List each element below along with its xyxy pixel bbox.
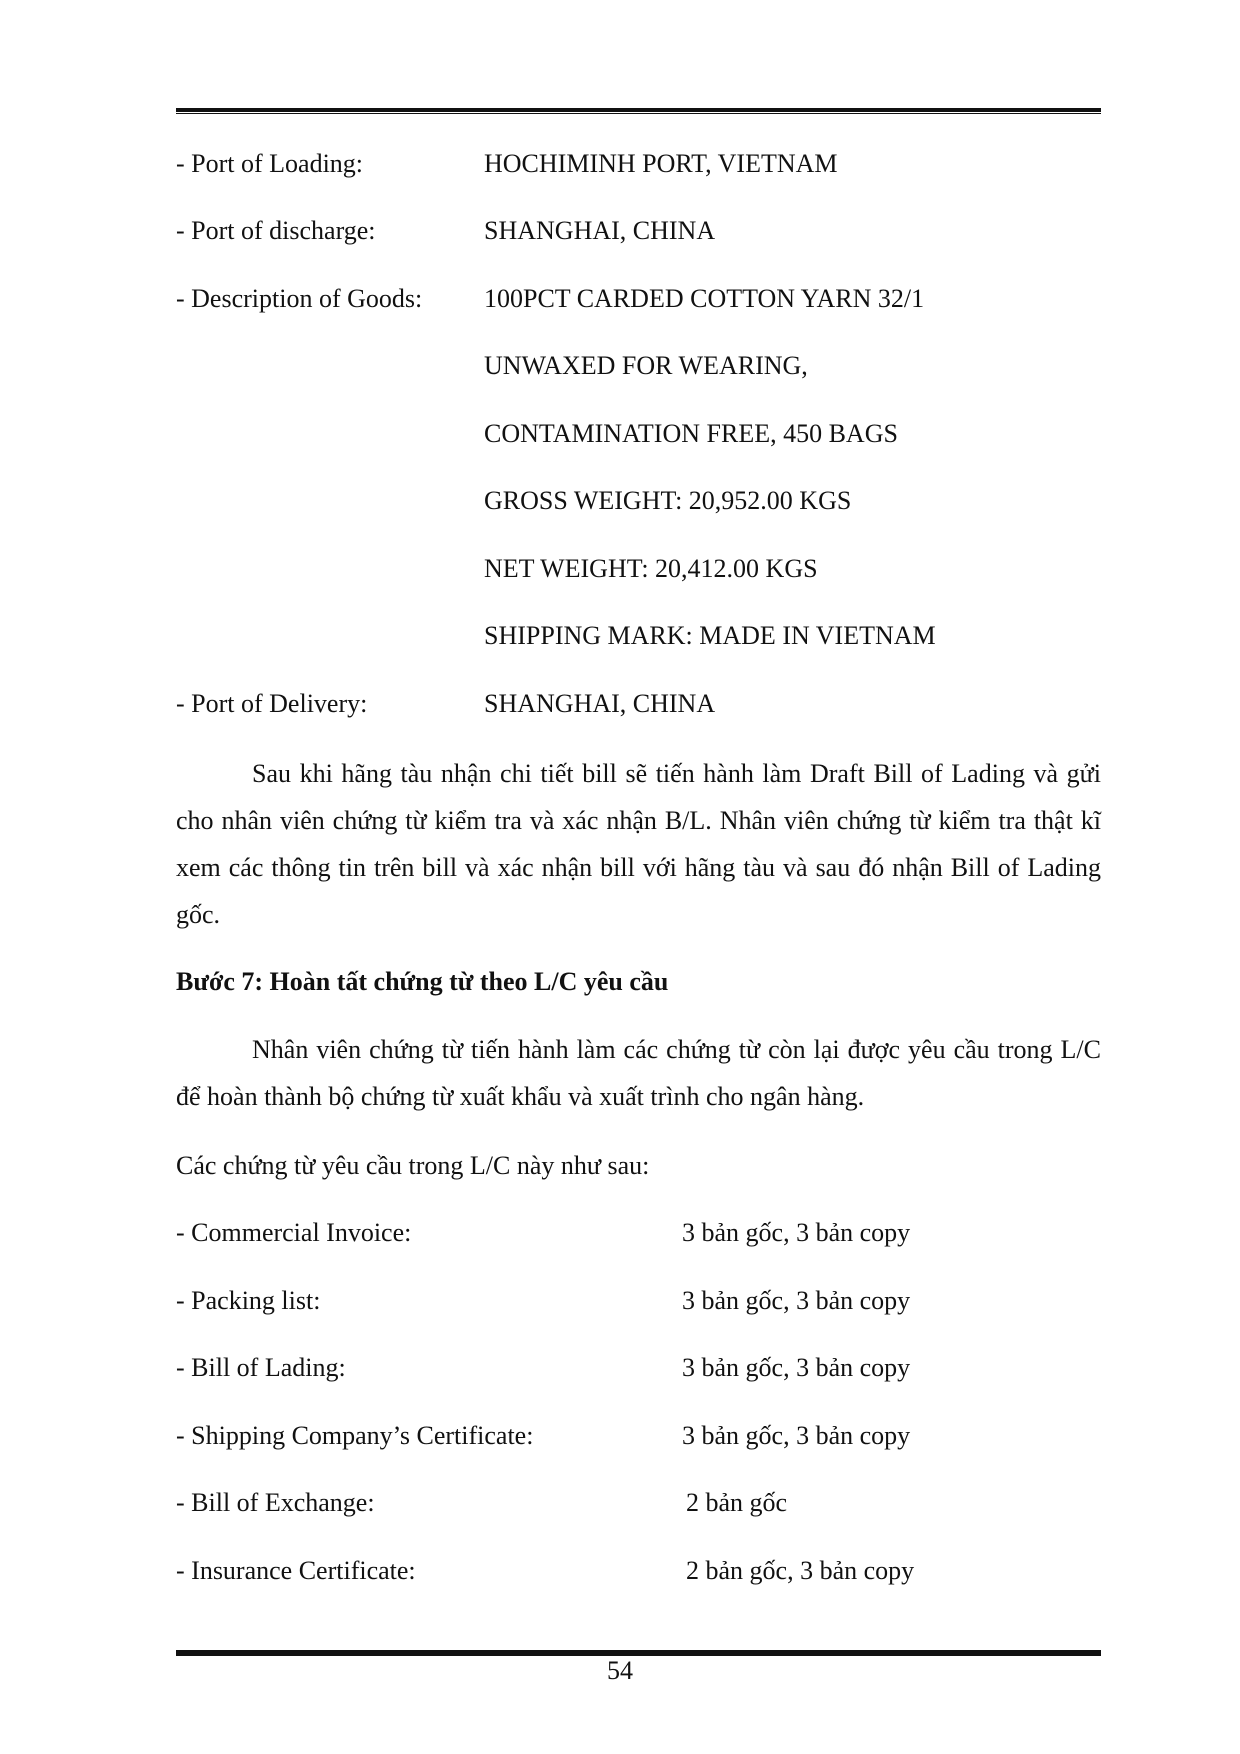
document-copies: 3 bản gốc, 3 bản copy (682, 1421, 911, 1450)
description-line: UNWAXED FOR WEARING, (484, 351, 808, 380)
document-copies: 3 bản gốc, 3 bản copy (682, 1353, 911, 1382)
document-label: - Bill of Exchange: (176, 1488, 375, 1517)
description-line: CONTAMINATION FREE, 450 BAGS (484, 419, 898, 448)
header-rule (176, 108, 1101, 115)
port-of-loading-label: - Port of Loading: (176, 149, 364, 178)
port-of-loading-value: HOCHIMINH PORT, VIETNAM (484, 149, 838, 178)
description-of-goods-label: - Description of Goods: (176, 284, 423, 313)
step-heading: Bước 7: Hoàn tất chứng từ theo L/C yêu cầu (176, 967, 669, 996)
port-of-delivery-label: - Port of Delivery: (176, 689, 368, 718)
description-line: 100PCT CARDED COTTON YARN 32/1 (484, 284, 925, 313)
document-label: - Packing list: (176, 1286, 321, 1315)
document-label: - Insurance Certificate: (176, 1556, 416, 1585)
document-label: - Shipping Company’s Certificate: (176, 1421, 534, 1450)
document-copies: 2 bản gốc, 3 bản copy (686, 1556, 915, 1585)
document-copies: 3 bản gốc, 3 bản copy (682, 1286, 911, 1315)
paragraph-text: Sau khi hãng tàu nhận chi tiết bill sẽ tiến hành làm Draft Bill of Lading và gửi cho nhân viên chứng từ kiểm tra và xác nhận B/L. Nhân viên chứng từ kiểm tra thật kĩ xem các thông tin trên bill và xác nhận bill với hãng tàu và sau đó nhận Bill of Lading gốc. (176, 759, 1101, 929)
port-of-discharge-label: - Port of discharge: (176, 216, 376, 245)
document-copies: 2 bản gốc (686, 1488, 788, 1517)
port-of-discharge-value: SHANGHAI, CHINA (484, 216, 716, 245)
description-line: NET WEIGHT: 20,412.00 KGS (484, 554, 818, 583)
paragraph-complete-documents (176, 1026, 1101, 1120)
document-label: - Bill of Lading: (176, 1353, 346, 1382)
description-line: SHIPPING MARK: MADE IN VIETNAM (484, 621, 936, 650)
port-of-delivery-value: SHANGHAI, CHINA (484, 689, 716, 718)
documents-intro: Các chứng từ yêu cầu trong L/C này như sau: (176, 1151, 650, 1180)
document-label: - Commercial Invoice: (176, 1218, 412, 1247)
description-line: GROSS WEIGHT: 20,952.00 KGS (484, 486, 852, 515)
paragraph-draft-bill (176, 750, 1101, 938)
document-copies: 3 bản gốc, 3 bản copy (682, 1218, 911, 1247)
page-number: 54 (607, 1656, 633, 1685)
paragraph-text: Nhân viên chứng từ tiến hành làm các chứng từ còn lại được yêu cầu trong L/C để hoàn thành bộ chứng từ xuất khẩu và xuất trình cho ngân hàng. (176, 1035, 1101, 1111)
